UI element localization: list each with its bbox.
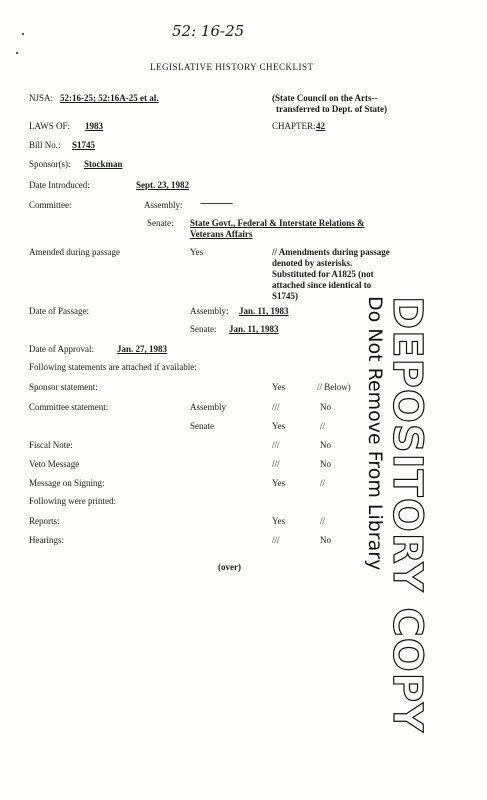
amended-label: Amended during passage	[29, 247, 120, 257]
reports-yes: Yes	[272, 516, 286, 526]
committee-statement-assembly-no: No	[320, 402, 331, 412]
committee-statement-label: Committee statement:	[29, 402, 109, 412]
chapter-label: CHAPTER:	[272, 121, 316, 131]
amended-note-line1: // Amendments during passage	[272, 247, 390, 257]
handwritten-reference: 52: 16-25	[172, 22, 245, 40]
passage-assembly-label: Assembly:	[190, 306, 229, 316]
veto-message-no: No	[320, 459, 331, 469]
amended-note-line5: S1745)	[272, 291, 299, 301]
date-of-passage-label: Date of Passage:	[29, 306, 89, 316]
fiscal-note-label: Fiscal Note:	[29, 440, 73, 450]
njsa-value: 52:16-25; 52:16A-25 et al.	[60, 93, 159, 103]
depository-stamp	[360, 296, 430, 733]
hearings-yes: ///	[272, 535, 280, 545]
amended-note-line4: attached since identical to	[272, 280, 372, 290]
njsa-note-line1: (State Council on the Arts--	[272, 93, 378, 103]
hearings-label: Hearings:	[29, 535, 64, 545]
committee-senate-value-line2: Veterans Affairs	[190, 229, 253, 239]
following-attached-heading: Following statements are attached if available:	[29, 362, 197, 372]
passage-assembly-value: Jan. 11, 1983	[239, 306, 289, 316]
date-of-approval-value: Jan. 27, 1983	[117, 344, 168, 354]
committee-statement-senate-no: //	[320, 421, 326, 431]
passage-senate-value: Jan. 11, 1983	[229, 324, 279, 334]
veto-message-label: Veto Message	[29, 459, 80, 469]
passage-senate-label: Senate:	[190, 324, 217, 334]
sponsor-statement-no: // Below)	[317, 382, 351, 392]
committee-assembly-label: Assembly:	[144, 200, 183, 210]
fiscal-note-yes: ///	[272, 440, 280, 450]
amended-note-line2: denoted by asterisks.	[272, 258, 353, 268]
date-introduced-label: Date Introduced:	[29, 180, 90, 190]
committee-senate-value-line1: State Govt., Federal & Interstate Relations &	[190, 218, 365, 228]
hearings-no: No	[320, 535, 331, 545]
bill-no-value: S1745	[72, 140, 96, 150]
committee-senate-label: Senate:	[147, 218, 174, 228]
stamp-depository-copy: DEPOSITORY COPY	[384, 296, 430, 733]
chapter-value: 42	[316, 121, 325, 131]
committee-statement-assembly-yes: ///	[272, 402, 280, 412]
veto-message-yes: ///	[272, 459, 280, 469]
date-of-approval-label: Date of Approval:	[29, 344, 94, 354]
committee-label: Committee:	[29, 200, 72, 210]
following-printed-heading: Following were printed:	[29, 496, 116, 506]
committee-assembly-value: ----------------	[200, 198, 232, 208]
sponsor-label: Sponsor(s):	[29, 159, 71, 169]
laws-of-label: LAWS OF:	[29, 121, 71, 131]
message-on-signing-no: //	[320, 478, 326, 488]
date-introduced-value: Sept. 23, 1982	[136, 180, 190, 190]
bill-no-label: Bill No.:	[29, 140, 61, 150]
reports-no: //	[320, 516, 326, 526]
njsa-label: NJSA:	[29, 93, 54, 103]
sponsor-value: Stockman	[84, 159, 123, 169]
amended-value: Yes	[190, 247, 204, 257]
fiscal-note-no: No	[320, 440, 331, 450]
committee-statement-assembly-label: Assembly	[190, 402, 226, 412]
message-on-signing-label: Message on Signing:	[29, 478, 105, 488]
scan-speck	[22, 33, 24, 35]
sponsor-statement-yes: Yes	[272, 382, 286, 392]
committee-statement-senate-yes: Yes	[272, 421, 286, 431]
stamp-do-not-remove: Do Not Remove From Library	[364, 296, 386, 571]
amended-note-line3: Substituted for A1825 (not	[272, 269, 374, 279]
page-title: LEGISLATIVE HISTORY CHECKLIST	[150, 62, 314, 72]
reports-label: Reports:	[29, 516, 60, 526]
sponsor-statement-label: Sponsor statement:	[29, 382, 98, 392]
scan-speck	[16, 52, 18, 54]
njsa-note-line2: transferred to Dept. of State)	[276, 104, 388, 114]
laws-of-value: 1983	[85, 121, 103, 131]
committee-statement-senate-label: Senate	[190, 421, 214, 431]
over-note: (over)	[218, 562, 241, 572]
message-on-signing-yes: Yes	[272, 478, 286, 488]
